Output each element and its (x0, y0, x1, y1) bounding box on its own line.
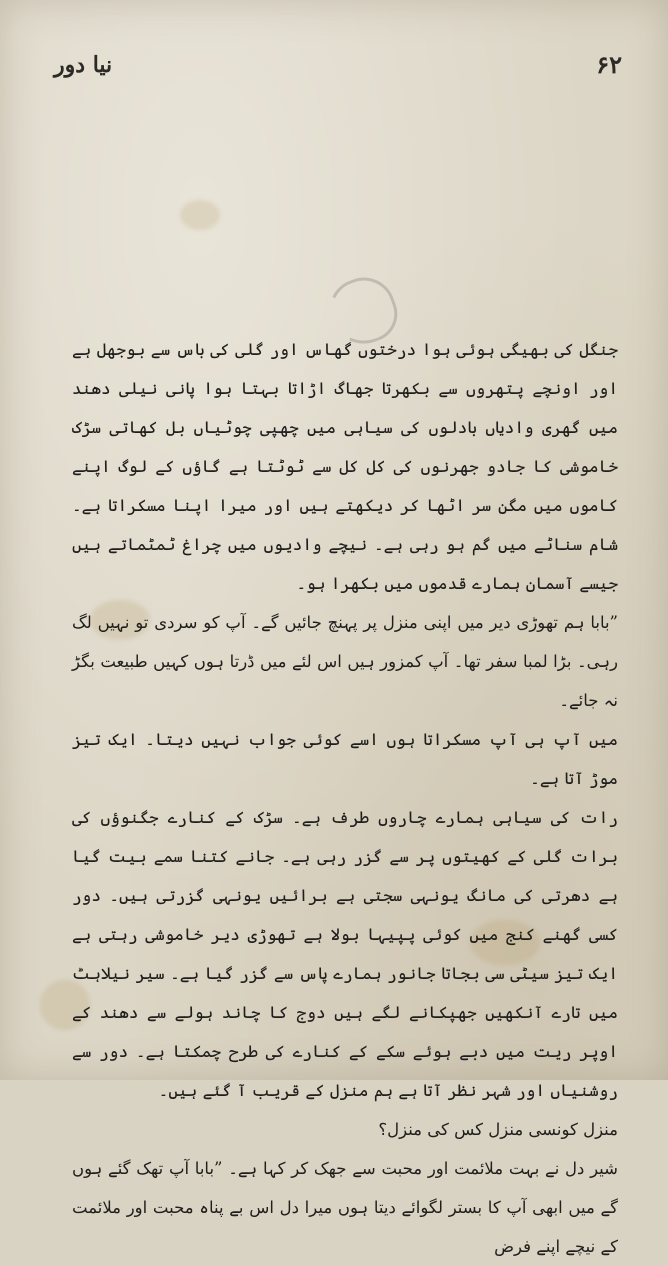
paragraph: ”بابا ہم تھوڑی دیر میں اپنی منزل پر پہنچ جائیں گے۔ آپ کو سردی تو نہیں لگ رہی۔ بڑا لمبا سفر تھا۔ آپ کمزور ہیں اس لئے میں ڈرتا ہوں کہیں طبیعت بگڑ نہ جائے۔ (72, 613, 618, 710)
article-body (72, 330, 618, 1266)
paper-stain (180, 200, 220, 230)
paragraph: منزل کونسی منزل کس کی منزل؟ (378, 1120, 618, 1139)
paragraph: میں آپ ہی آپ مسکراتا ہوں اسے کوئی جواب نہیں دیتا۔ ایک تیز موڑ آتا ہے۔ (72, 730, 618, 788)
page-number: ۶۲ (596, 50, 622, 79)
journal-title: نیا دور (54, 52, 113, 78)
paragraph: جنگل کی بھیگی ہوئی ہوا درختوں گھاس اور گلی کی باس سے بوجھل ہے اور اونچے پتھروں سے بکھرتا جھاگ اڑاتا بہتا ہوا پانی نیلی دھند میں گھری وادیاں بادلوں کی سیاہی میں چھپی چوٹیاں بل کھاتی سڑک خاموشی کا جادو جھرنوں کی کل کل سے ٹوٹتا ہے گاؤں کے لوگ اپنے کاموں میں مگن سر اٹھا کر دیکھتے ہیں اور میرا اپنا مسکراتا ہے۔ شام سناٹے میں گم ہو رہی ہے۔ نیچے وادیوں میں چراغ ٹمٹماتے ہیں جیسے آسمان ہمارے قدموں میں بکھرا ہو۔ (72, 340, 618, 593)
paragraph: رات کی سیاہی ہمارے چاروں طرف ہے۔ سڑک کے کنارے جگنوؤں کی برات گلی کے کھیتوں پر سے گزر رہی ہے۔ جانے کتنا سمے بیت گیا ہے دھرتی کی مانگ یونہی سجتی ہے برائیں یونہی گزرتی ہیں۔ دور کسی گھنے کنج میں کوئی پپیہا بولا ہے تھوڑی دیر خاموشی رہتی ہے ایک تیز سیٹی سی بجاتا جانور ہمارے پاس سے گزر گیا ہے۔ سیر نیلاہٹ میں تارے آنکھیں جھپکانے لگے ہیں دوج کا چاند ہولے سے دھند کے اوپر ریت میں دبے ہوئے سکے کے کنارے کی طرح چمکتا ہے۔ دور سے روشنیاں اور شہر نظر آتا ہے ہم منزل کے قریب آ گئے ہیں۔ (72, 808, 618, 1100)
paragraph: شیر دل نے بہت ملائمت اور محبت سے جھک کر کہا ہے۔ ”بابا آپ تھک گئے ہوں گے میں ابھی آپ کا بستر لگوائے دیتا ہوں میرا دل اس بے پناہ محبت اور ملائمت کے نیچے اپنے فرض (72, 1159, 618, 1256)
